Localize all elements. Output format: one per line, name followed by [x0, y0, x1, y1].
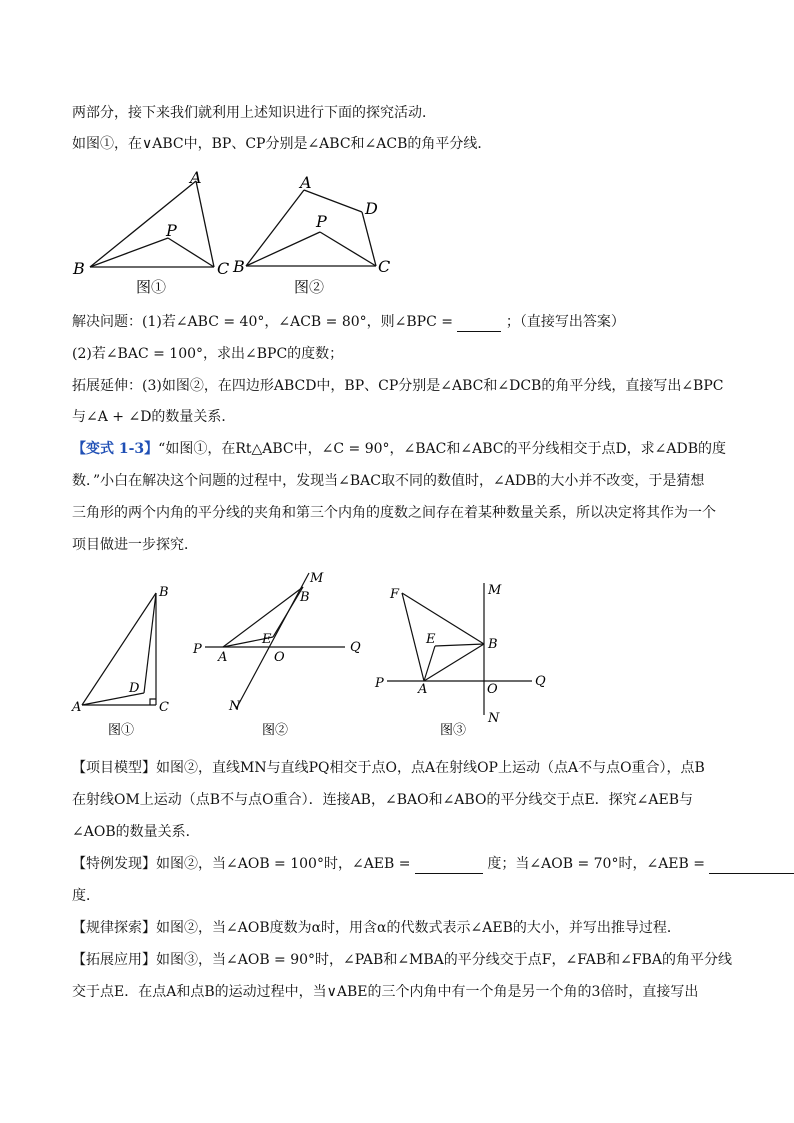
label-E: E [426, 632, 436, 647]
label-O: O [274, 650, 285, 665]
answer-blank-2[interactable] [709, 859, 794, 874]
label-C: C [159, 700, 169, 715]
label-F: F [390, 587, 400, 602]
bottom-figure-3 [370, 575, 560, 740]
project-model-line-1: 【项目模型】如图②，直线MN与直线PQ相交于点O，点A在射线OP上运动（点A不与点O重合），点B [72, 760, 705, 776]
figure-caption: 图① [136, 278, 167, 296]
label-A: A [300, 173, 312, 192]
top-figure-1 [70, 165, 240, 300]
answer-blank[interactable] [457, 317, 501, 332]
label-C: C [217, 259, 230, 278]
label-A: A [190, 168, 202, 187]
label-P: P [166, 221, 177, 240]
label-D: D [129, 681, 140, 696]
label-B: B [159, 585, 169, 600]
label-D: D [365, 199, 378, 218]
project-model-line-3: ∠AOB的数量关系． [72, 824, 200, 840]
label-M: M [488, 583, 502, 598]
figure-caption: 图① [108, 723, 135, 738]
label-P: P [193, 642, 202, 657]
label-Q: Q [535, 674, 546, 689]
label-B: B [300, 590, 310, 605]
special-case-line-2: 度． [72, 888, 100, 904]
extension-line-1: 【拓展应用】如图③，当∠AOB = 90°时，∠PAB和∠MBA的平分线交于点F，∠FAB和∠FBA的角平分线 [72, 952, 732, 968]
variant-intro [72, 439, 726, 459]
label-M: M [310, 571, 324, 586]
project-model-line-2: 在射线OM上运动（点B不与点O重合）．连接AB，∠BAO和∠ABO的平分线交于点E．探究∠AEB与 [72, 792, 694, 808]
label-P: P [375, 676, 384, 691]
label-B: B [488, 637, 498, 652]
label-E: E [262, 632, 272, 647]
label-O: O [487, 682, 498, 697]
question-2: (2)若∠BAC = 100°，求出∠BPC的度数； [72, 346, 344, 362]
extension-line-2: 交于点E．在点A和点B的运动过程中，当∨ABE的三个内角中有一个角是另一个角的3倍时，直接写出 [72, 984, 699, 1000]
label-B: B [73, 259, 85, 278]
text-line-2: 如图①，在∨ABC中，BP、CP分别是∠ABC和∠ACB的角平分线． [72, 136, 492, 152]
question-3: 拓展延伸：(3)如图②，在四边形ABCD中，BP、CP分别是∠ABC和∠DCB的角平分线，直接写出∠BPC [72, 378, 724, 394]
answer-blank-1[interactable] [415, 859, 483, 874]
label-A: A [72, 700, 82, 715]
text-line-8: 数．”小白在解决这个问题的过程中，发现当∠BAC取不同的数值时，∠ADB的大小并不改变，于是猜想 [72, 473, 705, 489]
question-1 [72, 312, 625, 332]
bottom-figure-2 [190, 570, 370, 740]
text-line-9: 三角形的两个内角的平分线的夹角和第三个内角的度数之间存在着某种数量关系，所以决定将其作为一个 [72, 505, 716, 521]
question-1-text: 解决问题：(1)若∠ABC = 40°，∠ACB = 80°，则∠BPC = [72, 314, 453, 330]
special-case-line [72, 854, 794, 874]
variant-text: “如图①，在Rt△ABC中，∠C = 90°，∠BAC和∠ABC的平分线相交于点D，求∠ADB的度 [158, 441, 727, 457]
label-A: A [418, 682, 428, 697]
top-figure-2 [232, 168, 402, 300]
label-A: A [218, 650, 228, 665]
figure-caption: 图③ [440, 723, 467, 738]
bottom-figure-1 [70, 585, 190, 740]
label-B: B [233, 257, 245, 276]
rule-explore-line: 【规律探索】如图②，当∠AOB度数为α时，用含α的代数式表示∠AEB的大小，并写出推导过程． [72, 920, 681, 936]
variant-tag: 【变式 1-3】 [72, 441, 159, 457]
label-N: N [488, 711, 500, 726]
question-3-cont: 与∠A + ∠D的数量关系． [72, 409, 236, 425]
label-P: P [316, 212, 327, 231]
special-case-text-1: 【特例发现】如图②，当∠AOB = 100°时，∠AEB = [72, 856, 411, 872]
figure-caption: 图② [294, 278, 325, 296]
label-Q: Q [350, 640, 361, 655]
question-1-suffix: ；（直接写出答案） [505, 314, 625, 330]
special-case-text-2: 度；当∠AOB = 70°时，∠AEB = [487, 856, 705, 872]
text-line-1: 两部分，接下来我们就利用上述知识进行下面的探究活动． [72, 105, 436, 121]
figure-caption: 图② [262, 723, 289, 738]
label-N: N [229, 699, 241, 714]
text-line-10: 项目做进一步探究． [72, 537, 198, 553]
label-C: C [378, 257, 391, 276]
